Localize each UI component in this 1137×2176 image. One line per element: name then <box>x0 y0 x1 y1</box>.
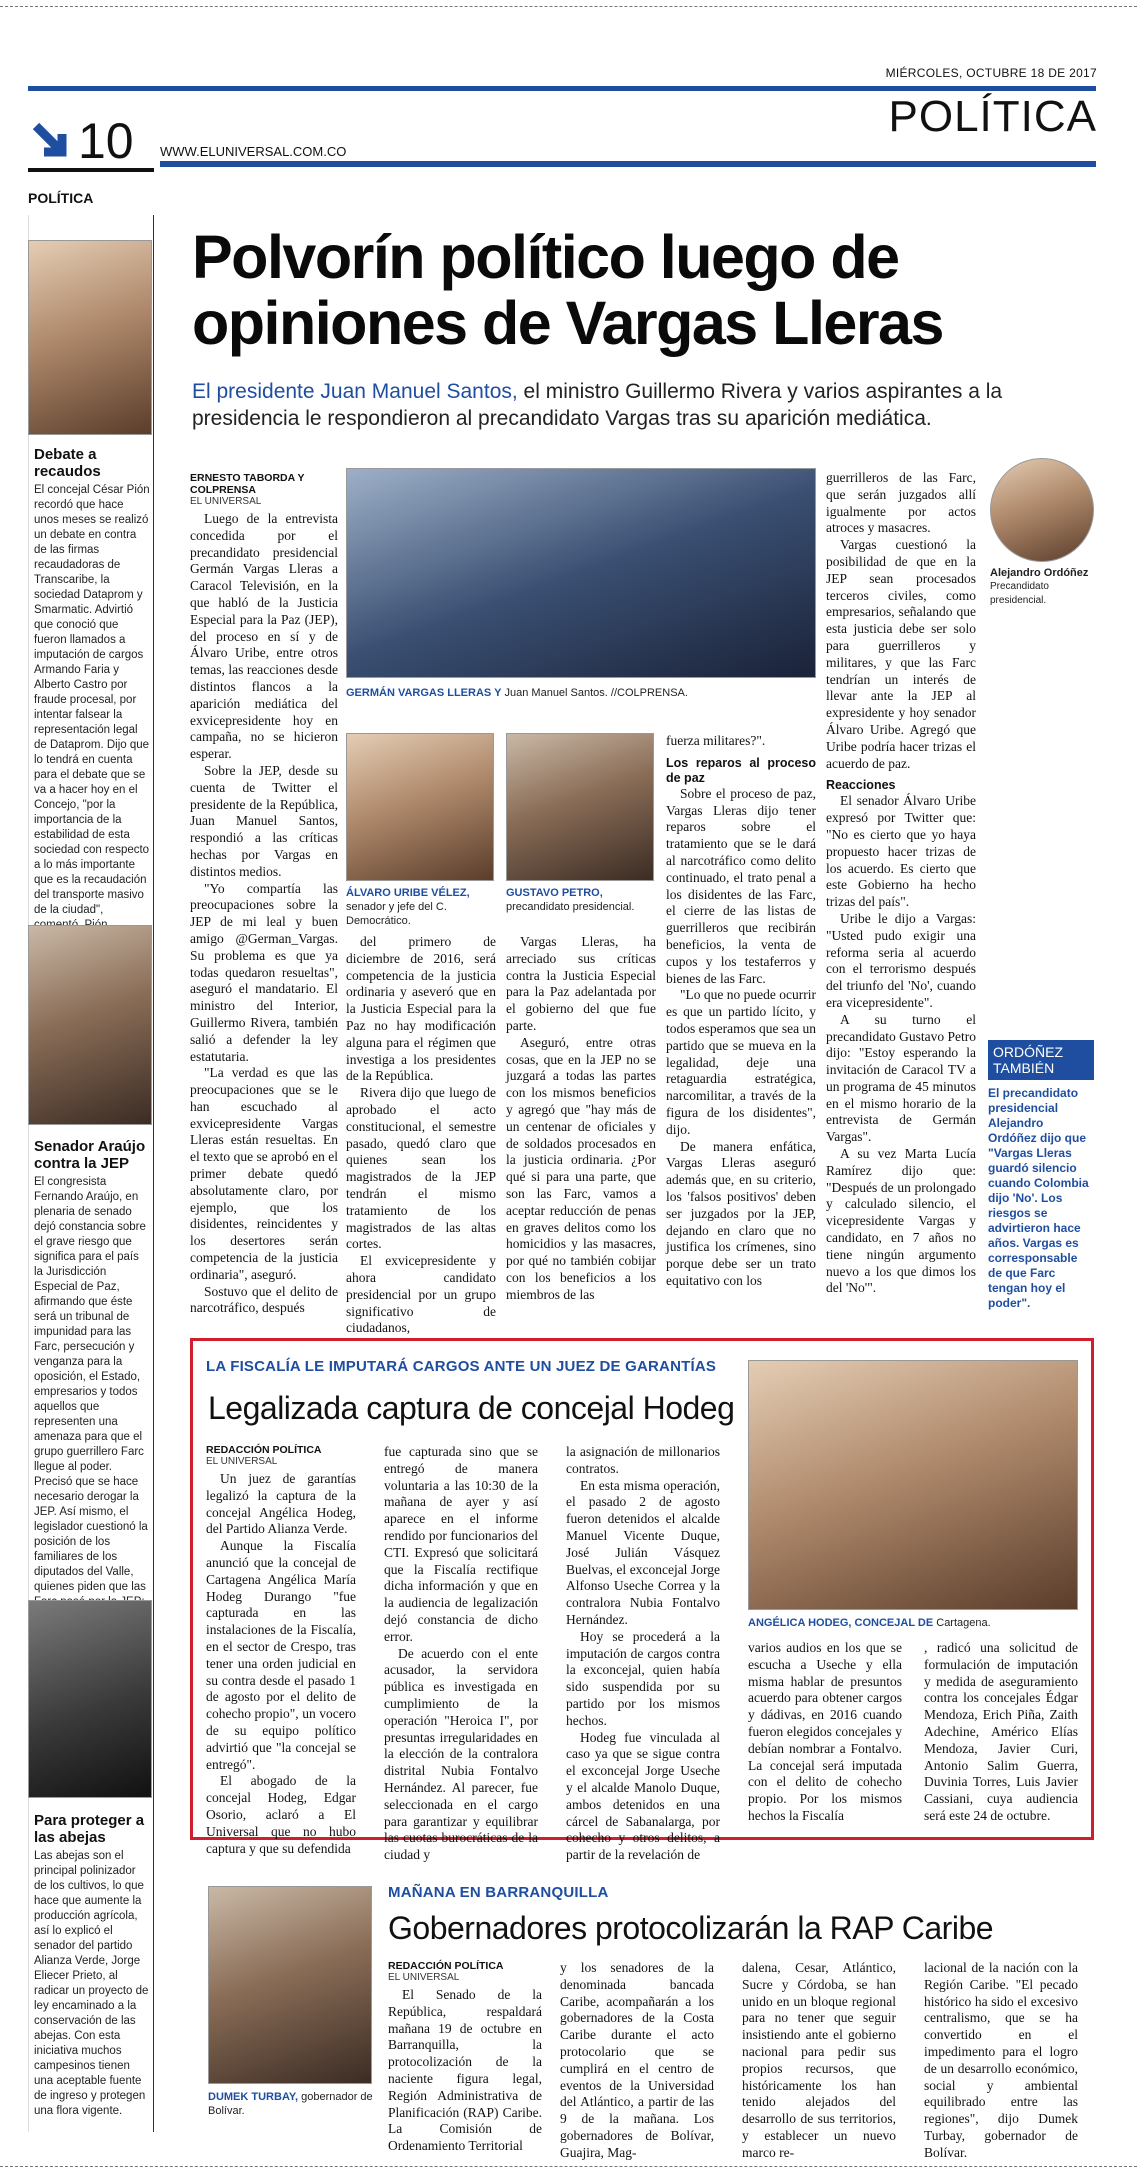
top-cut-line <box>0 6 1137 7</box>
sidebar-photo-pion <box>28 240 152 435</box>
paragraph: Un juez de garantías legalizó la captura de la concejal Angélica Hodeg, del Partido Alianza Verde. <box>206 1471 356 1537</box>
photo-turbay <box>208 1886 372 2084</box>
sidebar-item <box>34 1812 150 2119</box>
caption-text: Cartagena. <box>933 1617 991 1629</box>
deck-highlight: El presidente Juan Manuel Santos, <box>192 380 518 403</box>
caption-text: gobernador de Bolívar. <box>208 2091 373 2117</box>
byline-sub: EL UNIVERSAL <box>190 496 262 507</box>
byline-sub: EL UNIVERSAL <box>206 1456 278 1467</box>
caption-text: senador y jefe del C. Democrático. <box>346 901 447 927</box>
article-column-3 <box>506 934 656 1304</box>
photo-hodeg <box>748 1360 1078 1610</box>
hodeg-photo-caption <box>748 1616 1078 1630</box>
photo-vargas-santos <box>346 468 816 678</box>
sidebar-item-text: El concejal César Pión recordó que hace unos meses se realizó un debate en contra de las firmas recaudadoras de Transcaribe, la sociedad Dataprom y Smarmatic. Advirtió que conoció que fueron llamados a imputación de cargos Armando Faria y Alberto Castro por fraude procesal, por intentar falsear la representación legal de Dataprom. Dijo que lo tendrá en cuenta para el debate que se va a hacer hoy en el Concejo, "por la importancia de la estabilidad de esta sociedad con respecto a lo más importante que es la recaudación del transporte masivo de la ciudad", <box>34 484 150 916</box>
sidebar-item-title: Senador Araújo contra la JEP <box>34 1138 146 1172</box>
paragraph: El exvicepresidente y ahora candidato presidencial por un grupo significativo de ciudadanos, <box>346 1253 496 1336</box>
article-column-1 <box>190 472 338 1317</box>
subheading: Reacciones <box>826 778 896 793</box>
paragraph: Vargas cuestionó la posibilidad de que en la JEP sean procesados terceros civiles, como empresarios, señalando que esta justicia debe ser solo para guerrilleros y militares, y que las Farc tendrían un interés de llevar ante la JEP al expresidente y hoy senador Álvaro Uribe. Agregó que Uribe podría hacer trizas el acuerdo de paz. <box>826 537 976 771</box>
rap-title: Gobernadores protocolizarán la RAP Caribe <box>388 1910 994 1946</box>
article-column-4 <box>666 733 816 1290</box>
sidebox-text: El precandidato presidencial Alejandro Ordóñez dijo que "Vargas Lleras guardó silencio cuando Colombia dijo 'No'. Los riesgos se advirtieron hace años. Vargas es corresponsable de que Farc tengan hoy el poder". <box>988 1086 1089 1310</box>
site-url: WWW.ELUNIVERSAL.COM.CO <box>160 144 347 159</box>
photo-caption <box>346 686 816 700</box>
rap-column-2 <box>560 1960 714 2162</box>
header-rule <box>160 161 1096 167</box>
paragraph: Sobre la JEP, desde su cuenta de Twitter el presidente de la República, Juan Manuel Santos, respondió a las críticas hechas por Vargas en distintos medios. <box>190 762 338 879</box>
sidebar-item-title: Debate a recaudos <box>34 446 101 480</box>
paragraph: del primero de diciembre de 2016, será competencia de la justicia ordinaria y aseveró que en la Justicia Especial para la Paz no hay modificación alguna para el régimen que investiga a los presidentes de la República. <box>346 934 496 1084</box>
paragraph: A su turno el precandidato Gustavo Petro dijo: "Estoy esperando la invitación de Caracol TV a un programa de 45 minutos en el mismo horario de la entrevista de Germán Vargas". <box>826 1011 976 1145</box>
bottom-cut-line <box>0 2166 1137 2167</box>
main-headline: Polvorín político luego de opiniones de Vargas Lleras <box>192 223 943 357</box>
deck-text: el ministro Guillermo Rivera y varios aspirantes a la presidencia le respondieron al precandidato Vargas tras su aparición mediática. <box>192 380 1003 430</box>
paragraph: De manera enfática, Vargas Lleras aseguró además que, en su criterio, los 'falsos positivos' deben ser juzgados por la JEP, dejando en claro que no justifica los crímenes, sino porque debe ser un trato equitativo con los <box>666 1138 816 1288</box>
caption-text: Juan Manuel Santos. //COLPRENSA. <box>501 687 688 699</box>
main-deck <box>192 378 1092 432</box>
paragraph: fue capturada sino que se entregó de manera voluntaria a las 10:30 de la mañana de ayer y así aparece en el informe rendido por funcionarios del CTI. Expresó que solicitará que la Fiscalía rectifique dicha información y que en la audiencia de legalización dejó constancia de dicho error. <box>384 1444 538 1644</box>
caption-name: GERMÁN VARGAS LLERAS Y <box>346 687 502 699</box>
paragraph: Luego de la entrevista concedida por el precandidato presidencial Germán Vargas Lleras a Caracol Televisión, en la que habló de la Justicia Especial para la Paz (JEP), del proceso en sí y de Álvaro Uribe, entre otros temas, las reacciones desde distintos flancos a la aparición mediática del exvicepresidente hoy en campaña, no se hicieron esperar. <box>190 511 338 762</box>
paragraph: lacional de la nación con la Región Caribe. "El pecado histórico ha sido el excesivo centralismo, que se ha convertido en el impedimento para el logro de un desarrollo económico, social y ambiental equilibrado entre las regiones", dijo Dumek Turbay, gobernador de Bolívar. <box>924 1960 1078 2160</box>
article-column-5 <box>826 470 976 1297</box>
paragraph: El abogado de la concejal Hodeg, Edgar Osorio, aclaró a El Universal que no hubo captura y que su defendida <box>206 1773 356 1856</box>
sidebar-photo-araujo <box>28 925 152 1125</box>
turbay-caption <box>208 2090 378 2118</box>
hodeg-column-3 <box>566 1444 720 1864</box>
paragraph: Sobre el proceso de paz, Vargas Lleras dijo tener reparos sobre el tratamiento que se le dará al narcotráfico como delito continuado, el trato penal a los disidentes de las Farc, el cierre de las listas de guerrilleros que recibirán beneficios, la venta de cupos y los testaferros y bienes de las Farc. <box>666 785 816 986</box>
paragraph: Hoy se procederá a la imputación de cargos contra la exconcejal, quien había sido suspendida por su partido por los mismos hechos. <box>566 1628 720 1728</box>
sidebar-item-text: Las abejas son el principal polinizador de los cultivos, lo que hace que aumente la producción agrícola, así lo explicó el senador del partido Alianza Verde, Jorge Eliecer Prieto, al radicar un proyecto de ley encaminado a la conservación de las abejas. Con esta iniciativa muchos campesinos tienen una aceptable fuente de ingreso y protegen una flora vigente. <box>34 1850 149 2117</box>
paragraph: De acuerdo con el ente acusador, la servidora pública es investigada en cumplimiento de la operación "Heroica I", por presuntas irregularidades en la elección de la contralora distrital Nubia Fontalvo Hernández. Al parecer, fue seleccionada en el cargo para garantizar y equilibrar las cuotas burocráticas de la ciudad y <box>384 1645 538 1863</box>
arrow-down-right-icon <box>32 122 74 164</box>
paragraph: El Senado de la República, respaldará mañana 19 de octubre en Barranquilla, la protocolización de la naciente figura legal, Región Administrativa de Planificación (RAP) Caribe. La Comisión de Ordenamiento Territorial <box>388 1987 542 2154</box>
paragraph: A su vez Marta Lucía Ramírez dijo que: "Después de un prolongado y calculado silencio, el vicepresidente Vargas y candidato, en 7 años no tiene ningún argumento nuevo a los que dimos los del 'No'". <box>826 1146 976 1296</box>
rap-kicker: MAÑANA EN BARRANQUILLA <box>388 1884 609 1901</box>
ordonez-role: Precandidato presidencial. <box>990 581 1049 606</box>
photo-petro <box>506 733 654 881</box>
byline: ERNESTO TABORDA Y COLPRENSA <box>190 472 305 496</box>
caption-text: precandidato presidencial. <box>506 901 635 913</box>
petro-caption <box>506 886 656 914</box>
hodeg-column-5 <box>924 1640 1078 1825</box>
paragraph: "Lo que no puede ocurrir es que un partido lícito, y todos esperamos que sea un partido que se mueva en la legalidad, deje una retaguardia estratégica, narcomilitar, a través de la figura de los disidentes", dijo. <box>666 987 816 1137</box>
issue-date: MIÉRCOLES, OCTUBRE 18 DE 2017 <box>885 66 1097 80</box>
paragraph: varios audios en los que se escucha a Useche y ella misma hablar de presuntos acuerdo para obtener cargos y dádivas, en 2016 cuando fueron elegidos concejales y debían nombrar a Fontalvo. La concejal será imputada con el delito de cohecho propio. Por los mismos hechos la Fiscalía <box>748 1640 902 1823</box>
rap-column-3 <box>742 1960 896 2162</box>
byline: REDACCIÓN POLÍTICA <box>206 1444 322 1456</box>
paragraph: Aunque la Fiscalía anunció que la concejal de Cartagena Angélica María Hodeg Durango "fue capturada en las instalaciones de la Fiscalía, en el sector de Crespo, tras tener una orden judicial en su contra desde el pasado 1 de agosto por el delito de cohecho propio", un vocero de su equipo político advirtió que "la concejal se entregó". <box>206 1538 356 1772</box>
caption-name: DUMEK TURBAY, <box>208 2091 299 2103</box>
hodeg-column-2 <box>384 1444 538 1864</box>
caption-name: GUSTAVO PETRO, <box>506 887 603 899</box>
caption-name: ÁLVARO URIBE VÉLEZ, <box>346 887 470 899</box>
rap-column-1 <box>388 1960 542 2155</box>
paragraph: y los senadores de la denominada bancada Caribe, acompañarán a los gobernadores de la Costa Caribe durante el acto protocolario que se cumplirá en el centro de eventos de la Universidad del Atlántico, a partir de las 9 de la mañana. Los gobernadores de Bolívar, Guajira, Mag- <box>560 1960 714 2160</box>
article-column-2 <box>346 934 496 1337</box>
hodeg-title: Legalizada captura de concejal Hodeg <box>208 1390 735 1426</box>
paragraph: la asignación de millonarios contratos. <box>566 1444 720 1476</box>
byline-sub: EL UNIVERSAL <box>388 1972 460 1983</box>
paragraph: El senador Álvaro Uribe expresó por Twitter que: "No es cierto que yo haya propuesto hacer trizas de los acuerdo. Es cierto que este Gobierno ha hecho trizas del país". <box>826 793 976 910</box>
paragraph: guerrilleros de las Farc, que serán juzgados allí igualmente por actos atroces y masacres. <box>826 470 976 536</box>
paragraph: dalena, Cesar, Atlántico, Sucre y Córdoba, se han unido en un bloque regional para no tener que seguir insistiendo ante el gobierno nacional para pedir sus propios recursos, que históricamente los han tenido alejados del desarrollo de sus territorios, y establecer un nuevo marco re- <box>742 1960 896 2160</box>
photo-ordonez <box>990 458 1094 562</box>
section-title: POLÍTICA <box>888 92 1097 141</box>
sidebar-item-text: El congresista Fernando Araújo, en plenaria de senado dejó constancia sobre el grave riesgo que significa para el país la Jurisdicción Especial de Paz, afirmando que éste será un tribunal de impunidad para las Farc, persecución y venganza para la oposición, el Estado, empresarios y todos aquellos que representen una amenaza para que el grupo guerrillero Farc llegue al poder. Precisó que se hace necesario derogar la JEP. Así mismo, el legislador cuestionó la posición de los familiares de los diputados del Valle, quienes piden que las <box>34 1176 148 1593</box>
sidebar-photo-prieto <box>28 1600 152 1798</box>
paragraph: Hodeg fue vinculada al caso ya que se sigue contra el exconcejal Jorge Useche y el alcalde Manolo Duque, ambos detenidos en una cárcel de Sabanalarga, por cohecho y otros delitos, a partir de la revelación de <box>566 1729 720 1863</box>
paragraph: Uribe le dijo a Vargas: "Usted pudo exigir una reforma seria al acuerdo con el terrorismo después del triunfo del 'No', cuando era vicepresidente". <box>826 910 976 1010</box>
paragraph: "La verdad es que las preocupaciones que se le han escuchado al exvicepresidente Vargas Lleras están resueltas. En el texto que se aprobó en el primer debate quedó absolutamente claro, por ejemplo, que los disidentes, reincidentes y los desertores serán competencia de la justicia ordinaria", aseguró. <box>190 1065 338 1282</box>
paragraph: Rivera dijo que luego de aprobado el acto constitucional, el semestre pasado, quedó claro que quienes sean los magistrados de la JEP tendrán el mismo tratamiento de los magistrados de las altas cortes. <box>346 1085 496 1252</box>
uribe-caption <box>346 886 496 928</box>
photo-uribe <box>346 733 494 881</box>
hodeg-column-4 <box>748 1640 902 1825</box>
byline: REDACCIÓN POLÍTICA <box>388 1960 504 1972</box>
sidebox-tag: ORDÓÑEZ TAMBIÉN <box>988 1040 1094 1080</box>
sidebar-item <box>34 1138 150 1640</box>
sidebar-item <box>34 446 150 948</box>
ordonez-name: Alejandro Ordóñez <box>990 567 1089 579</box>
paragraph: fuerza militares?". <box>666 733 766 748</box>
paragraph: Vargas Lleras, ha arreciado sus críticas contra la Justicia Especial para la Paz adelantada por el gobierno del que fue parte. <box>506 934 656 1033</box>
caption-name: ANGÉLICA HODEG, CONCEJAL DE <box>748 1617 934 1629</box>
hodeg-column-1 <box>206 1444 356 1857</box>
ordonez-sidebox <box>988 1040 1094 1311</box>
paragraph: Aseguró, entre otras cosas, que en la JEP no se juzgará a todas las partes con los mismos beneficios y agregó que "hay más de un centenar de oficiales y de soldados procesados en la justicia ordinaria. ¿Por qué si para una parte, que son las Farc, vamos a aceptar reducción de penas en graves delitos como los homicidios y las masacres, por qué no también cobijar con los beneficios a los miembros de las <box>506 1034 656 1302</box>
subheading: Los reparos al proceso de paz <box>666 755 816 785</box>
paragraph: Sostuvo que el delito de narcotráfico, después <box>190 1283 338 1316</box>
top-rule <box>28 86 1096 91</box>
paragraph: , radicó una solicitud de formulación de imputación y medida de aseguramiento contra los concejales Édgar Mendoza, Erich Piña, Zaith Adechine, Américo Elías Mendoza, Javier Curi, Antonio Salim Guerra, Duvinia Torres, Luis Javier Cassiani, cuya audiencia será este 24 de octubre. <box>924 1640 1078 1823</box>
hodeg-kicker: LA FISCALÍA LE IMPUTARÁ CARGOS ANTE UN JUEZ DE GARANTÍAS <box>206 1358 717 1375</box>
side-section-label: POLÍTICA <box>28 190 94 206</box>
sidebar-item-title: Para proteger a las abejas <box>34 1812 145 1846</box>
page-number: 10 <box>78 113 134 169</box>
paragraph: En esta misma operación, el pasado 2 de agosto fueron detenidos el alcalde Manuel Vicente Duque, José Julián Vásquez Buelvas, el exconcejal Jorge Alfonso Useche Correa y la contralora Nubia Fontalvo Hernández. <box>566 1477 720 1627</box>
paragraph: "Yo compartía las preocupaciones sobre la JEP de mi leal y buen amigo @German_Vargas. Su problema es que ya todas quedaron resueltas", aseguró el mandatario. El ministro del Interior, Guillermo Rivera, también salió a defender la ley estatutaria. <box>190 880 338 1064</box>
rap-column-4 <box>924 1960 1078 2162</box>
